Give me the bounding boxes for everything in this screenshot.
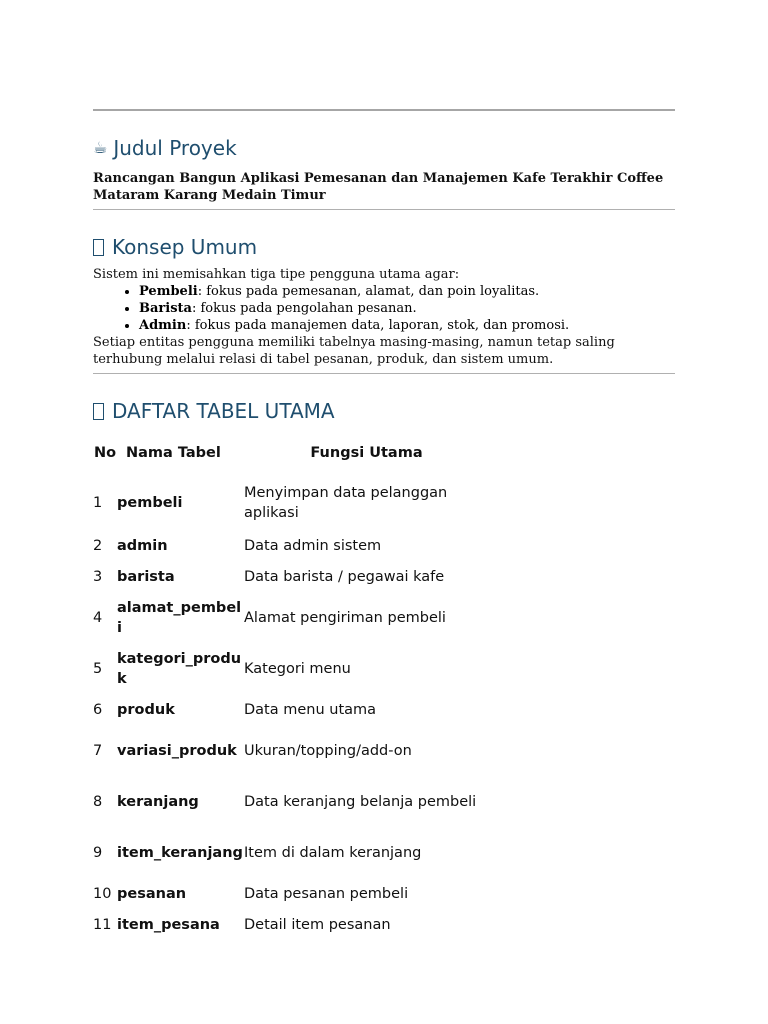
list-item xyxy=(139,283,675,300)
column-header-function: Fungsi Utama xyxy=(310,445,423,461)
row-number: 6 xyxy=(93,701,103,718)
section-divider xyxy=(93,209,675,210)
role-name: Barista xyxy=(139,301,192,316)
row-number: 11 xyxy=(93,916,112,933)
row-number: 4 xyxy=(93,609,103,626)
table-name-cell: produk xyxy=(117,701,175,718)
table-name-cell: alamat_pembeli xyxy=(117,599,242,636)
missing-glyph-box-icon xyxy=(93,239,104,256)
row-number: 2 xyxy=(93,537,103,554)
row-number: 5 xyxy=(93,660,103,677)
table-row xyxy=(93,475,479,530)
concept-section xyxy=(93,234,675,368)
project-section xyxy=(93,135,675,204)
missing-glyph-box-icon xyxy=(93,403,104,420)
row-number: 9 xyxy=(93,844,103,861)
table-name-cell: pesanan xyxy=(117,885,187,902)
table-name-cell: keranjang xyxy=(117,793,199,810)
table-row xyxy=(93,643,479,694)
table-row xyxy=(93,530,479,561)
table-function-cell: Menyimpan data pelanggan aplikasi xyxy=(244,484,448,521)
table-function-cell: Data pesanan pembeli xyxy=(244,885,409,902)
role-name: Admin xyxy=(139,318,187,333)
tables-section xyxy=(93,398,675,940)
table-name-cell: pembeli xyxy=(117,494,183,511)
project-heading-text: Judul Proyek xyxy=(113,136,237,160)
table-name-cell: admin xyxy=(117,537,168,554)
table-function-cell: Data menu utama xyxy=(244,701,377,718)
row-number: 10 xyxy=(93,885,112,902)
table-row xyxy=(93,694,479,725)
role-desc: : fokus pada pemesanan, alamat, dan poin loyalitas. xyxy=(197,284,540,299)
row-number: 1 xyxy=(93,494,103,511)
project-title: Rancangan Bangun Aplikasi Pemesanan dan Manajemen Kafe Terakhir Coffee Mataram Karang Medain Timur xyxy=(93,171,664,203)
table-list xyxy=(93,431,479,940)
table-row xyxy=(93,909,479,940)
table-header-row xyxy=(93,431,479,475)
table-name-cell: item_pesana xyxy=(117,916,220,933)
table-function-cell: Ukuran/topping/add-on xyxy=(244,742,412,759)
table-name-cell: barista xyxy=(117,568,175,585)
table-row xyxy=(93,561,479,592)
table-function-cell: Kategori menu xyxy=(244,660,351,677)
project-heading xyxy=(93,135,675,161)
table-function-cell: Detail item pesanan xyxy=(244,916,391,933)
section-divider xyxy=(93,373,675,374)
table-function-cell: Alamat pengiriman pembeli xyxy=(244,609,446,626)
concept-heading xyxy=(93,234,675,260)
role-desc: : fokus pada pengolahan pesanan. xyxy=(191,301,417,316)
table-name-cell: item_keranjang xyxy=(117,844,243,861)
table-function-cell: Data admin sistem xyxy=(244,537,382,554)
concept-heading-text: Konsep Umum xyxy=(112,235,258,259)
list-item xyxy=(139,317,675,334)
concept-intro: Sistem ini memisahkan tiga tipe pengguna utama agar: xyxy=(93,267,460,282)
tables-heading xyxy=(93,398,675,424)
list-item xyxy=(139,300,675,317)
table-function-cell: Item di dalam keranjang xyxy=(244,844,422,861)
role-desc: : fokus pada manajemen data, laporan, stok, dan promosi. xyxy=(186,318,570,333)
top-divider xyxy=(93,109,675,111)
table-name-cell: kategori_produk xyxy=(117,650,242,687)
column-header-no: No xyxy=(93,445,117,461)
row-number: 3 xyxy=(93,568,103,585)
role-name: Pembeli xyxy=(139,284,198,299)
table-name-cell: variasi_produk xyxy=(117,742,237,759)
column-header-name: Nama Tabel xyxy=(126,445,221,461)
document-page xyxy=(93,0,675,940)
concept-closing: Setiap entitas pengguna memiliki tabelnya masing-masing, namun tetap saling terhubung melalui relasi di tabel pesanan, produk, dan sistem umum. xyxy=(93,335,615,367)
tables-heading-text: DAFTAR TABEL UTAMA xyxy=(112,399,335,423)
row-number: 7 xyxy=(93,742,103,759)
table-row xyxy=(93,592,479,643)
role-list xyxy=(93,283,675,334)
table-row xyxy=(93,878,479,909)
table-function-cell: Data barista / pegawai kafe xyxy=(244,568,445,585)
table-function-cell: Data keranjang belanja pembeli xyxy=(244,793,477,810)
coffee-cup-icon: ☕ xyxy=(93,138,108,157)
table-row xyxy=(93,827,479,878)
table-row xyxy=(93,725,479,776)
table-row xyxy=(93,776,479,827)
row-number: 8 xyxy=(93,793,103,810)
